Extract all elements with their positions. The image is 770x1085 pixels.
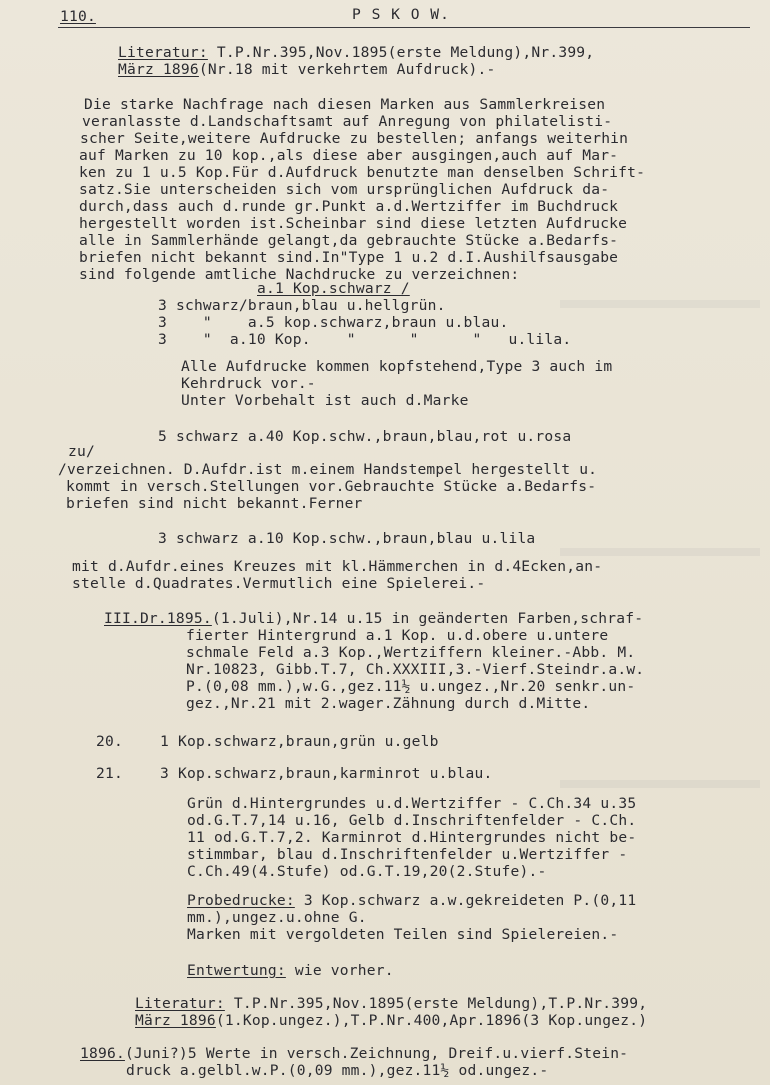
paragraph-line: Alle Aufdrucke kommen kopfstehend,Type 3 auch im — [181, 358, 613, 375]
literature-line-1: Literatur: T.P.Nr.395,Nov.1895(erste Meldung),Nr.399, — [118, 44, 595, 61]
reprint-line: 3 schwarz/braun,blau u.hellgrün. — [158, 297, 446, 314]
paragraph-line: Grün d.Hintergrundes u.d.Wertziffer - C.Ch.34 u.35 — [187, 795, 637, 812]
reprint-line: 3 " a.5 kop.schwarz,braun u.blau. — [158, 314, 509, 331]
stamp-description: 3 Kop.schwarz,braun,karminrot u.blau. — [160, 765, 493, 782]
page-header-title: P S K O W. — [352, 6, 450, 23]
stamp-entry: 3 schwarz a.10 Kop.schw.,braun,blau u.lila — [158, 530, 536, 547]
paragraph-line: sind folgende amtliche Nachdrucke zu verzeichnen: — [79, 266, 520, 283]
paragraph-line: auf Marken zu 10 kop.,als diese aber ausgingen,auch auf Mar- — [79, 147, 619, 164]
paragraph-line: Die starke Nachfrage nach diesen Marken aus Sammlerkreisen — [84, 96, 606, 113]
literature-label: Literatur: — [135, 995, 225, 1012]
paragraph-line: hergestellt worden ist.Scheinbar sind diese letzten Aufdrucke — [79, 215, 628, 232]
paragraph-line: scher Seite,weitere Aufdrucke zu bestellen; anfangs weiterhin — [80, 130, 629, 147]
paragraph-line: gez.,Nr.21 mit 2.wager.Zähnung durch d.Mitte. — [186, 695, 591, 712]
paragraph-line: stimmbar, blau d.Inschriftenfelder u.Wertziffer - — [187, 846, 628, 863]
paragraph-line: kommt in versch.Stellungen vor.Gebrauchte Stücke a.Bedarfs- — [66, 478, 597, 495]
paragraph-line: durch,dass auch d.runde gr.Punkt a.d.Wertziffer im Buchdruck — [79, 198, 619, 215]
reprint-line: 3 " a.10 Kop. " " " u.lila. — [158, 331, 572, 348]
paragraph-line: fierter Hintergrund a.1 Kop. u.d.obere u.untere — [186, 627, 609, 644]
stamp-description: 1 Kop.schwarz,braun,grün u.gelb — [160, 733, 439, 750]
paragraph-line: Marken mit vergoldeten Teilen sind Spielereien.- — [187, 926, 619, 943]
literature-line-2: März 1896(1.Kop.ungez.),T.P.Nr.400,Apr.1896(3 Kop.ungez.) — [135, 1012, 648, 1029]
cancellation-line: Entwertung: wie vorher. — [187, 962, 394, 979]
paragraph-line: P.(0,08 mm.),w.G.,gez.11½ u.ungez.,Nr.20 senkr.un- — [186, 678, 636, 695]
paragraph-line: mm.),ungez.u.ohne G. — [187, 909, 367, 926]
issue-heading-line: III.Dr.1895.(1.Juli),Nr.14 u.15 in geänderten Farben,schraf- — [104, 610, 644, 627]
paragraph-line: mit d.Aufdr.eines Kreuzes mit kl.Hämmerchen in d.4Ecken,an- — [72, 558, 603, 575]
literature-label: Literatur: — [118, 44, 208, 61]
handwritten-insertion: zu/ — [68, 443, 95, 460]
issue-heading: 1896. — [80, 1045, 125, 1062]
paragraph-line: Kehrdruck vor.- — [181, 375, 316, 392]
page-number: 110. — [60, 8, 96, 25]
paragraph-line: druck a.gelbl.w.P.(0,09 mm.),gez.11½ od.ungez.- — [126, 1062, 549, 1079]
bleed-through-mark — [560, 548, 760, 556]
proof-line: Probedrucke: 3 Kop.schwarz a.w.gekreideten P.(0,11 — [187, 892, 637, 909]
paragraph-line: schmale Feld a.3 Kop.,Wertziffern kleiner.-Abb. M. — [186, 644, 636, 661]
paragraph-line: veranlasste d.Landschaftsamt auf Anregung von philatelisti- — [82, 113, 613, 130]
issue-heading-line: 1896.(Juni?)5 Werte in versch.Zeichnung, Dreif.u.vierf.Stein- — [80, 1045, 629, 1062]
literature-line-1: Literatur: T.P.Nr.395,Nov.1895(erste Meldung),T.P.Nr.399, — [135, 995, 648, 1012]
issue-heading: III.Dr.1895. — [104, 610, 212, 627]
paragraph-line: stelle d.Quadrates.Vermutlich eine Spielerei.- — [72, 575, 486, 592]
stamp-entry: 5 schwarz a.40 Kop.schw.,braun,blau,rot u.rosa — [158, 428, 572, 445]
paragraph-line: alle in Sammlerhände gelangt,da gebrauchte Stücke a.Bedarfs- — [79, 232, 619, 249]
cancellation-label: Entwertung: — [187, 962, 286, 979]
header-rule — [58, 27, 750, 28]
stamp-number: 20. — [96, 733, 123, 750]
paragraph-line: 11 od.G.T.7,2. Karminrot d.Hintergrundes nicht be- — [187, 829, 637, 846]
paragraph-line: Nr.10823, Gibb.T.7, Ch.XXXIII,3.-Vierf.Steindr.a.w. — [186, 661, 645, 678]
stamp-number: 21. — [96, 765, 123, 782]
bleed-through-mark — [560, 300, 760, 308]
paragraph-line: C.Ch.49(4.Stufe) od.G.T.19,20(2.Stufe).- — [187, 863, 547, 880]
proof-label: Probedrucke: — [187, 892, 295, 909]
paragraph-line: briefen sind nicht bekannt.Ferner — [66, 495, 363, 512]
paragraph-line: ken zu 1 u.5 Kop.Für d.Aufdruck benutzte man denselben Schrift- — [79, 164, 646, 181]
reprint-insertion: a.1 Kop.schwarz / — [257, 280, 410, 297]
paragraph-line: briefen nicht bekannt sind.In"Type 1 u.2 d.I.Aushilfsausgabe — [79, 249, 619, 266]
literature-line-2: März 1896(Nr.18 mit verkehrtem Aufdruck).- — [118, 61, 496, 78]
paragraph-line: /verzeichnen. D.Aufdr.ist m.einem Handstempel hergestellt u. — [58, 461, 598, 478]
paragraph-line: od.G.T.7,14 u.16, Gelb d.Inschriftenfelder - C.Ch. — [187, 812, 637, 829]
paragraph-line: Unter Vorbehalt ist auch d.Marke — [181, 392, 469, 409]
paragraph-line: satz.Sie unterscheiden sich vom ursprünglichen Aufdruck da- — [79, 181, 610, 198]
bleed-through-mark — [560, 780, 760, 788]
